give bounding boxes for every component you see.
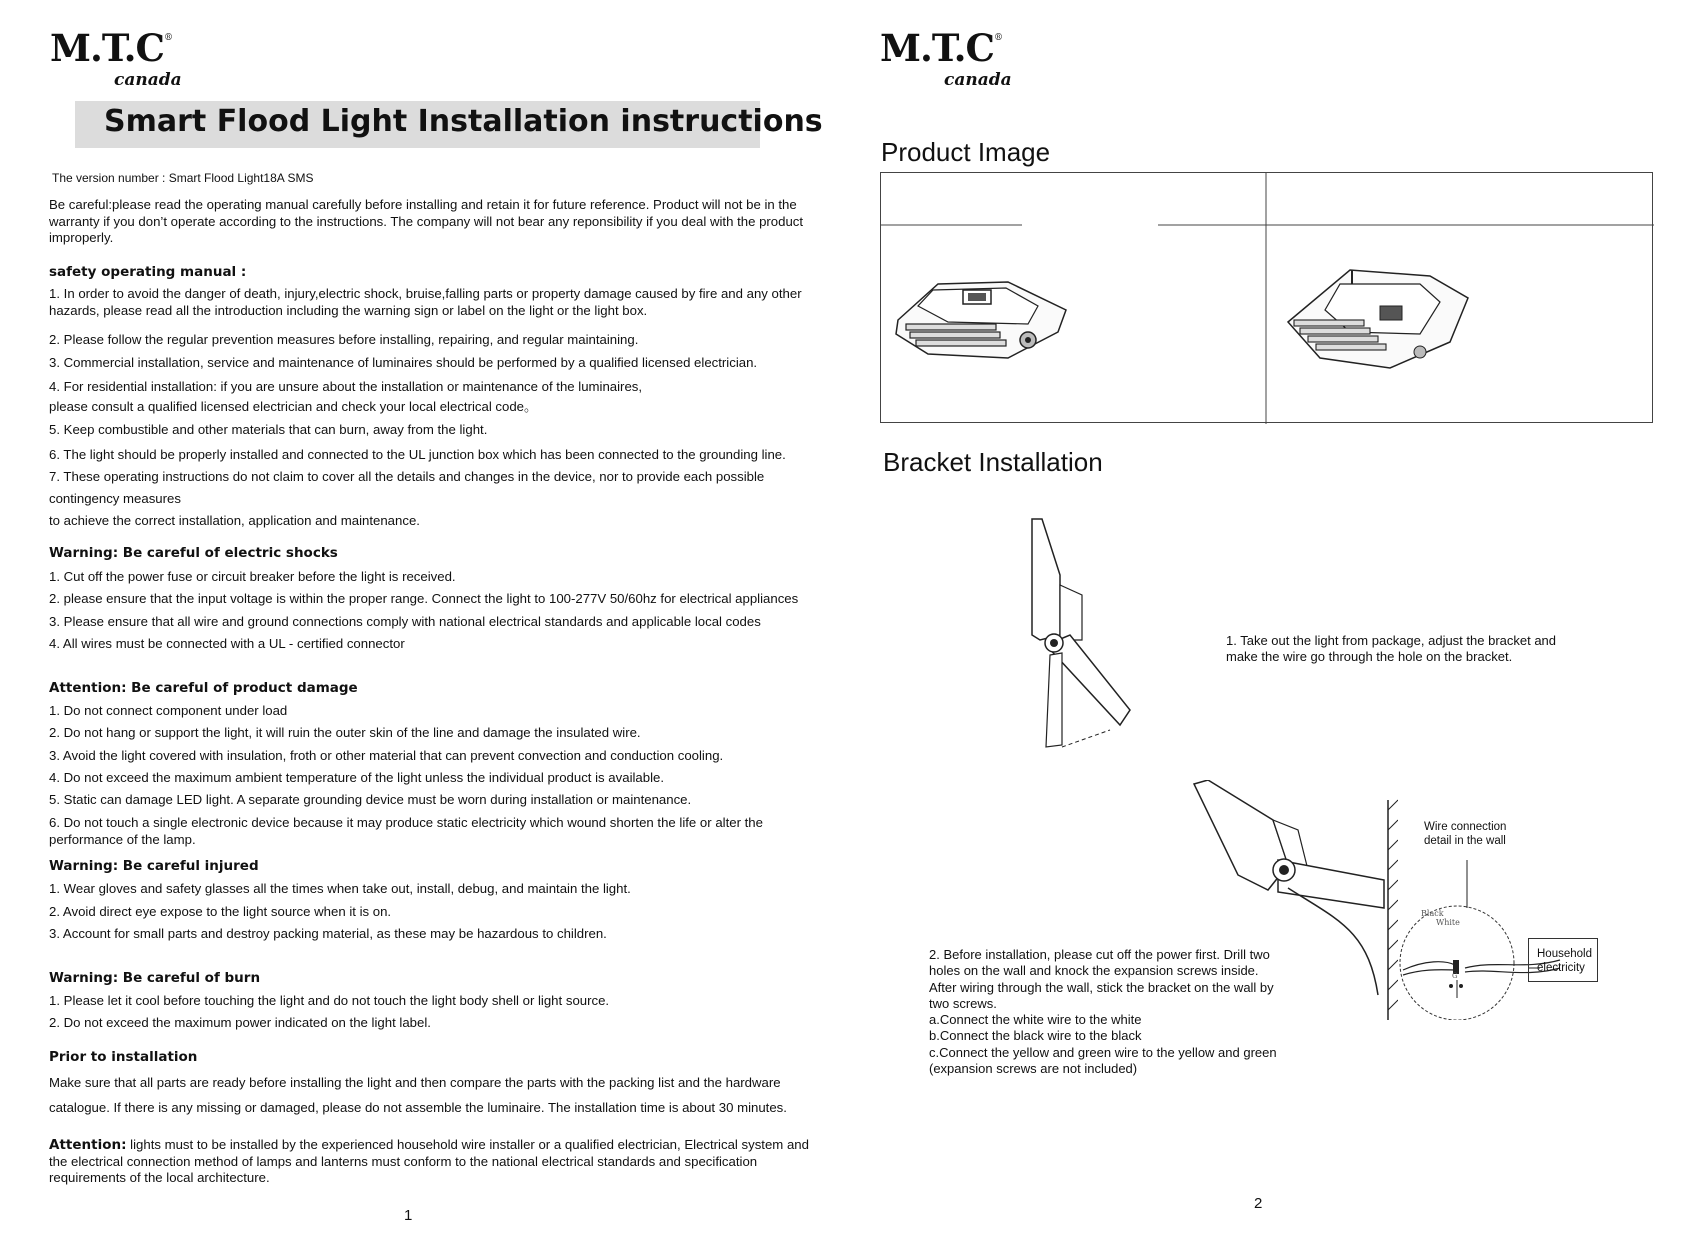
page-title: Smart Flood Light Installation instructions (104, 104, 823, 139)
logo-text: M.T.C (880, 26, 994, 70)
injured-item: 2. Avoid direct eye expose to the light source when it is on. (49, 904, 392, 919)
household-line: electricity (1537, 962, 1585, 974)
step2-line: 2. Before installation, please cut off the power first. Drill two (929, 947, 1270, 962)
wire-label-black: Black (1421, 909, 1444, 918)
step2-line: holes on the wall and knock the expansion screws inside. (929, 963, 1259, 979)
logo-text: M.T.C (50, 26, 164, 70)
bracket-step1-diagram (1010, 515, 1150, 755)
step1-text: 1. Take out the light from package, adjust the bracket and make the wire go through the hole on the bracket. (1226, 633, 1557, 664)
damage-item: 2. Do not hang or support the light, it will ruin the outer skin of the line and damage the insulated wire. (49, 725, 641, 740)
safety-item: 5. Keep combustible and other materials that can burn, away from the light. (49, 422, 488, 437)
safety-item: 3. Commercial installation, service and maintenance of luminaires should be performed by a qualified licensed electrician. (49, 355, 758, 370)
prior-heading: Prior to installation (49, 1049, 198, 1065)
shock-item: 4. All wires must be connected with a UL - certified connector (49, 636, 405, 651)
burn-item: 2. Do not exceed the maximum power indicated on the light label. (49, 1015, 431, 1030)
shock-item: 3. Please ensure that all wire and ground connections comply with national electrical standards and applicable local codes (49, 614, 761, 629)
page-number: 2 (1254, 1195, 1263, 1212)
shock-item: 1. Cut off the power fuse or circuit breaker before the light is received. (49, 569, 456, 584)
flood-light-image-front (888, 262, 1078, 372)
damage-item: 5. Static can damage LED light. A separate grounding device must be worn during installation or maintenance. (49, 792, 692, 807)
intro-text: Be careful:please read the operating manual carefully before installing and retain it for future reference. Product will not be in the warranty if you don’t operate according to the instructions. The company will not bear any reponsibility if you deal with the product improperly. (49, 197, 804, 245)
wire-label-white: White (1436, 918, 1460, 927)
safety-heading: safety operating manual : (49, 264, 247, 280)
safety-item: please consult a qualified licensed electrician and check your local electrical code。 (49, 399, 538, 414)
mtc-logo (880, 26, 1002, 70)
damage-item: 3. Avoid the light covered with insulation, froth or other material that can prevent convection and conduction cooling. (49, 748, 724, 763)
safety-item: 2. Please follow the regular prevention measures before installing, repairing, and regular maintaining. (49, 332, 639, 347)
safety-item: contingency measures (49, 491, 181, 506)
shock-heading: Warning: Be careful of electric shocks (49, 545, 338, 561)
wire-detail-line: detail in the wall (1424, 835, 1506, 847)
step2-text (929, 947, 1277, 1077)
safety-item: 1. In order to avoid the danger of death, injury,electric shock, bruise,falling parts or property damage caused by fire and any other hazards, please read all the introduction including the warning sign or label on the light or the light box. (49, 286, 802, 318)
logo-subtitle: canada (944, 70, 1012, 90)
logo-subtitle: canada (114, 70, 182, 90)
step2-line: After wiring through the wall, stick the bracket on the wall by (929, 979, 1274, 995)
version-number: The version number : Smart Flood Light18A SMS (52, 171, 314, 185)
wire-detail-line: Wire connection (1424, 821, 1507, 833)
injured-heading: Warning: Be careful injured (49, 858, 259, 874)
safety-item: 6. The light should be properly installed and connected to the UL junction box which has been connected to the grounding line. (49, 447, 786, 462)
injured-item: 1. Wear gloves and safety glasses all the times when take out, install, debug, and maintain the light. (49, 881, 631, 896)
safety-item: to achieve the correct installation, application and maintenance. (49, 513, 420, 528)
flood-light-image-back (1280, 262, 1480, 372)
wire-label-ground: G (1452, 972, 1458, 980)
shock-item: 2. please ensure that the input voltage is within the proper range. Connect the light to 100-277V 50/60hz for electrical appliances (49, 591, 799, 606)
prior-text: catalogue. If there is any missing or damaged, please do not assemble the luminaire. The installation time is about 30 minutes. (49, 1100, 787, 1115)
attention-label: Attention: (49, 1137, 127, 1153)
registered-mark: ® (163, 33, 172, 43)
page-number: 1 (404, 1207, 413, 1224)
burn-heading: Warning: Be careful of burn (49, 970, 261, 986)
step2-line: two screws. (929, 995, 997, 1011)
prior-text: Make sure that all parts are ready before installing the light and then compare the parts with the packing list and the hardware (49, 1075, 781, 1090)
damage-item: 1. Do not connect component under load (49, 703, 288, 718)
step2-line: c.Connect the yellow and green wire to the yellow and green (929, 1044, 1277, 1060)
registered-mark: ® (993, 33, 1002, 43)
bracket-installation-heading: Bracket Installation (883, 447, 1103, 477)
household-line: Household (1537, 948, 1592, 960)
burn-item: 1. Please let it cool before touching the light and do not touch the light body shell or light source. (49, 993, 610, 1008)
damage-item: 4. Do not exceed the maximum ambient temperature of the light unless the individual product is available. (49, 770, 665, 785)
step2-line: b.Connect the black wire to the black (929, 1028, 1142, 1044)
step2-line: (expansion screws are not included) (929, 1061, 1138, 1077)
safety-item: 4. For residential installation: if you are unsure about the installation or maintenance of the luminaires, (49, 379, 643, 394)
safety-item: 7. These operating instructions do not claim to cover all the details and changes in the device, nor to provide each possible (49, 469, 765, 484)
attention-text: lights must to be installed by the experienced household wire installer or a qualified electrician, Electrical system and the electrical connection method of lamps and lanterns must conform to the national electrical standards and specification requirements of the local architecture. (49, 1137, 809, 1185)
wire-detail-label (1424, 820, 1506, 848)
damage-item: 6. Do not touch a single electronic device because it may produce static electricity which wound shorten the life or alter the performance of the lamp. (49, 815, 763, 847)
damage-heading: Attention: Be careful of product damage (49, 680, 358, 696)
step2-line: a.Connect the white wire to the white (929, 1012, 1142, 1028)
injured-item: 3. Account for small parts and destroy packing material, as these may be hazardous to children. (49, 926, 607, 941)
product-image-heading: Product Image (881, 137, 1051, 167)
household-electricity-box (1528, 938, 1598, 982)
